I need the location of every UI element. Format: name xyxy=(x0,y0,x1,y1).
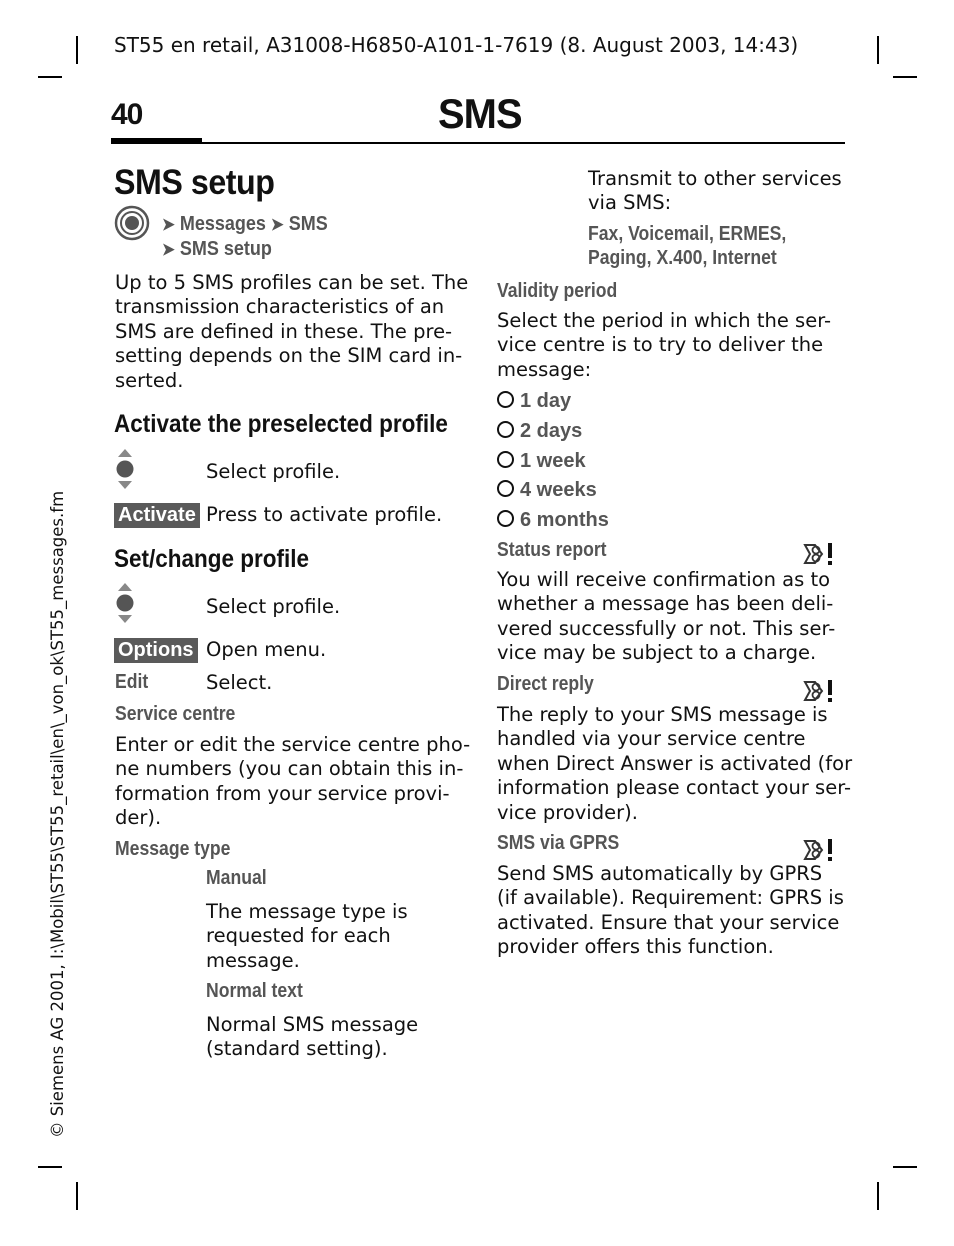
service-centre-label: Service centre xyxy=(115,703,236,725)
validity-option[interactable] xyxy=(497,509,609,532)
text-line: ne numbers (you can obtain this in- xyxy=(115,757,464,781)
validity-option[interactable] xyxy=(497,479,597,502)
validity-option[interactable] xyxy=(497,420,582,443)
running-head: ST55 en retail, A31008-H6850-A101-1-7619 (8. August 2003, 14:43) xyxy=(114,33,799,57)
radio-option-icon xyxy=(497,510,514,527)
crop-mark xyxy=(893,76,917,78)
text-line: The message type is xyxy=(206,900,408,923)
text-line: activated. Ensure that your service xyxy=(497,910,840,934)
text-line: provider offers this function. xyxy=(497,935,774,959)
text-line: SMS are defined in these. The pre- xyxy=(115,319,453,343)
navigation-key-icon xyxy=(115,448,135,490)
text-line: setting depends on the SIM card in- xyxy=(115,344,463,368)
status-report-label: Status report xyxy=(497,539,607,561)
text-line: The reply to your SMS message is xyxy=(497,703,828,726)
services-line: Paging, X.400, Internet xyxy=(588,247,777,269)
text-line: vice provider). xyxy=(497,800,638,824)
validity-option[interactable] xyxy=(497,390,571,413)
text-line: message: xyxy=(497,357,592,381)
navigation-key-icon xyxy=(115,582,135,624)
edit-text: Select. xyxy=(206,671,273,694)
nav-item-sms: SMS xyxy=(288,213,328,235)
text-line: requested for each xyxy=(206,924,391,948)
validity-period-label: Validity period xyxy=(497,280,618,302)
activate-select-text: Select profile. xyxy=(206,460,341,483)
text-line: formation from your service provi- xyxy=(115,781,450,805)
page-title: SMS setup xyxy=(114,163,275,202)
crop-mark xyxy=(877,1182,879,1210)
service-centre-paragraph xyxy=(115,733,470,831)
text-line: via SMS: xyxy=(588,191,672,215)
services-line: Fax, Voicemail, ERMES, xyxy=(588,223,787,245)
validity-option[interactable] xyxy=(497,450,586,473)
menu-target-icon xyxy=(113,204,151,242)
text-line: You will receive confirmation as to xyxy=(497,568,831,591)
text-line: (standard setting). xyxy=(206,1037,388,1061)
network-service-icon xyxy=(802,837,836,863)
normal-text-paragraph xyxy=(206,1013,418,1062)
option-label: 6 months xyxy=(520,509,609,531)
nav-path-line2 xyxy=(162,238,272,261)
nav-arrow-icon: ➤ xyxy=(162,240,175,259)
option-label: 4 weeks xyxy=(520,479,597,501)
edit-label: Edit xyxy=(115,671,149,693)
validity-paragraph xyxy=(497,309,831,382)
section-title: SMS xyxy=(438,90,522,137)
option-label: 1 day xyxy=(520,390,572,412)
header-rule xyxy=(111,142,845,144)
radio-option-icon xyxy=(497,480,514,497)
change-heading: Set/change profile xyxy=(114,545,310,573)
nav-arrow-icon: ➤ xyxy=(162,215,175,234)
text-line: Enter or edit the service centre pho- xyxy=(115,733,471,756)
text-line: Send SMS automatically by GPRS xyxy=(497,862,823,885)
text-line: whether a message has been deli- xyxy=(497,592,834,616)
text-line: transmission characteristics of an xyxy=(115,295,445,319)
text-line: (if available). Requirement: GPRS is xyxy=(497,886,844,910)
text-line: handled via your service centre xyxy=(497,727,806,751)
change-select-text: Select profile. xyxy=(206,595,341,618)
text-line: Transmit to other services xyxy=(588,167,842,190)
direct-reply-paragraph xyxy=(497,703,852,825)
radio-option-icon xyxy=(497,391,514,408)
crop-mark xyxy=(893,1166,917,1168)
nav-arrow-icon: ➤ xyxy=(270,215,284,234)
status-report-paragraph xyxy=(497,568,835,666)
text-line: Up to 5 SMS profiles can be set. The xyxy=(115,271,469,294)
transmit-paragraph xyxy=(588,167,842,216)
nav-item-messages: Messages xyxy=(179,213,266,235)
sms-via-gprs-paragraph xyxy=(497,862,844,960)
crop-mark xyxy=(76,1182,78,1210)
crop-mark xyxy=(877,36,879,64)
crop-mark xyxy=(38,76,62,78)
text-line: information please contact your ser- xyxy=(497,776,852,800)
radio-option-icon xyxy=(497,451,514,468)
page-number: 40 xyxy=(111,98,143,131)
manual-paragraph xyxy=(206,900,408,973)
text-line: Normal SMS message xyxy=(206,1013,419,1036)
text-line: vice may be subject to a charge. xyxy=(497,641,817,665)
message-type-label: Message type xyxy=(115,838,231,860)
text-line: vice centre is to try to deliver the xyxy=(497,333,824,357)
sms-via-gprs-label: SMS via GPRS xyxy=(497,832,620,854)
manual-label: Manual xyxy=(206,867,267,889)
crop-mark xyxy=(38,1166,62,1168)
text-line: serted. xyxy=(115,368,184,392)
options-softkey[interactable]: Options xyxy=(114,638,198,663)
network-service-icon xyxy=(802,541,836,567)
text-line: when Direct Answer is activated (for xyxy=(497,751,853,775)
nav-item-sms-setup: SMS setup xyxy=(179,238,272,260)
network-service-icon xyxy=(802,678,836,704)
option-label: 1 week xyxy=(520,450,586,472)
activate-softkey[interactable]: Activate xyxy=(114,503,200,528)
options-softkey-text: Open menu. xyxy=(206,638,327,661)
direct-reply-label: Direct reply xyxy=(497,673,594,695)
crop-mark xyxy=(76,36,78,64)
activate-softkey-text: Press to activate profile. xyxy=(206,503,443,526)
side-note: © Siemens AG 2001, I:\Mobil\ST55\ST55_retail\en\_von_ok\ST55_messages.fm xyxy=(48,490,67,1138)
text-line: Select the period in which the ser- xyxy=(497,309,832,332)
intro-paragraph xyxy=(115,271,468,393)
nav-path-line1 xyxy=(162,213,328,236)
text-line: der). xyxy=(115,806,162,830)
text-line: vered successfully or not. This ser- xyxy=(497,616,836,640)
option-label: 2 days xyxy=(520,420,583,442)
normal-text-label: Normal text xyxy=(206,980,303,1002)
text-line: message. xyxy=(206,948,300,972)
radio-option-icon xyxy=(497,421,514,438)
activate-heading: Activate the preselected profile xyxy=(114,410,448,438)
